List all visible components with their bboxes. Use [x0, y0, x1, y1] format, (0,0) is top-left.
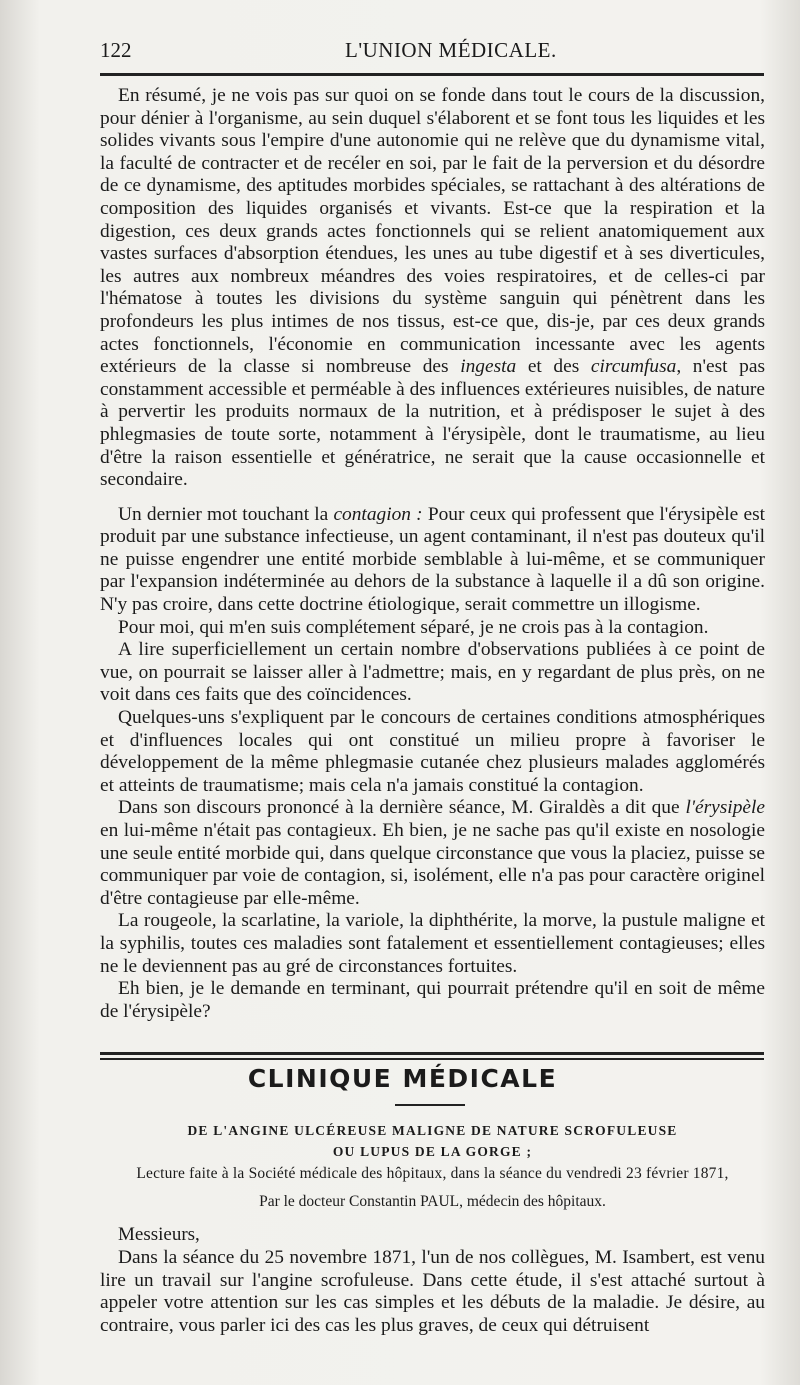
paragraph: La rougeole, la scarlatine, la variole, la diphthérite, la morve, la pustule maligne et la syphilis, toutes ces maladies sont fatalement et essentiellement contagieuses; elles ne le deviennent pas au gré de circonstances fortuites.: [100, 910, 765, 977]
section-divider: [100, 1052, 764, 1060]
paragraph: Un dernier mot touchant la contagion : Pour ceux qui professent que l'érysipèle est produit par une substance infectieuse, un agent contaminant, il n'est pas douteux qu'il ne puisse engendrer une entité morbide semblable à lui-même, et se communiquer par l'expansion indéterminée au dehors de la substance à laquelle il a dû son origine. N'y pas croire, dans cette doctrine étiologique, serait commettre un illogisme.: [100, 503, 766, 616]
page-number: 122: [100, 38, 132, 62]
paragraph: En résumé, je ne vois pas sur quoi on se fonde dans tout le cours de la discussion, pour dénier à l'organisme, au sein duquel s'élaborent et se font tous les liquides et les solides vivants sous l'empire d'une autonomie qui ne relève que du dynamisme vital, la faculté de contracter et de recéler en soi, par le fait de la perversion et du désordre de ce dynamisme, des aptitudes morbides spéciales, se rattachant à des altérations de composition des liquides organisés et vivants. Est-ce que la respiration et la digestion, ces deux grands actes fonctionnels qui se relient anatomiquement aux vastes surfaces d'absorption étendues, les unes au tube digestif et à ses diverticules, les autres aux nombreux méandres des voies respiratoires, et de celles-ci par l'hématose à toutes les divisions du système sanguin qui pénètrent dans les profondeurs les plus intimes de nos tissus, est-ce que, dis-je, par ces deux grands actes fonctionnels, l'économie en communication incessante avec les agents extérieurs de la classe si nombreuse des ingesta et des circumfusa, n'est pas constamment accessible et perméable à des influences extérieures nuisibles, de nature à pervertir les produits normaux de la nutrition, et à prédisposer le sujet à des phlegmasies de toute sorte, notamment à l'érysipèle, dont le traumatisme, au lieu d'être la raison essentielle et génératrice, ne serait que la cause occasionnelle et secondaire.: [100, 85, 765, 491]
paragraph: Quelques-uns s'expliquent par le concours de certaines conditions atmosphériques et d'influences locales qui ont constitué un milieu propre à favoriser le développement de la même phlegmasie cutanée chez plusieurs malades agglomérés et atteints de traumatisme; mais cela n'a jamais constitué la contagion.: [100, 707, 765, 796]
journal-title: L'UNION MÉDICALE.: [345, 38, 557, 62]
article-body: [100, 85, 765, 1023]
running-header: [100, 38, 765, 74]
paragraph: A lire superficiellement un certain nombre d'observations publiées à ce point de vue, on pourrait se laisser aller à l'admettre; mais, en y regardant de plus près, on ne voit dans ces faits que des coïncidences.: [100, 639, 765, 706]
title-rule: [395, 1104, 465, 1106]
article-title: DE L'ANGINE ULCÉREUSE MALIGNE DE NATURE SCROFULEUSE OU LUPUS DE LA GORGE ;: [187, 1123, 678, 1159]
section-title: CLINIQUE MÉDICALE: [247, 1064, 558, 1093]
salutation: Messieurs,: [118, 1224, 200, 1245]
header-rule: [100, 73, 764, 76]
author-line: Par le docteur Constantin PAUL, médecin des hôpitaux.: [259, 1193, 606, 1210]
paragraph: Dans la séance du 25 novembre 1871, l'un de nos collègues, M. Isambert, est venu lire un travail sur l'angine scrofuleuse. Dans cette étude, il s'est attaché surtout à appeler votre attention sur les cas simples et les débuts de la maladie. Je désire, au contraire, vous parler ici des cas les plus graves, de ceux qui détruisent: [100, 1247, 765, 1336]
paragraph: Eh bien, je le demande en terminant, qui pourrait prétendre qu'il en soit de même de l'érysipèle?: [100, 978, 765, 1022]
paragraph: Pour moi, qui m'en suis complétement séparé, je ne crois pas à la contagion.: [118, 616, 709, 638]
article-body-2: [100, 1247, 765, 1337]
lecture-note: Lecture faite à la Société médicale des hôpitaux, dans la séance du vendredi 23 février 1871,: [136, 1165, 729, 1182]
paragraph: Dans son discours prononcé à la dernière séance, M. Giraldès a dit que l'érysipèle en lui-même n'était pas contagieux. Eh bien, je ne sache pas qu'il existe en nosologie une seule entité morbide qui, dans quelque circonstance que vous la placiez, puisse se communiquer par voie de contagion, si, isolément, elle n'a pas pour caractère originel d'être contagieuse par elle-même.: [100, 797, 765, 909]
